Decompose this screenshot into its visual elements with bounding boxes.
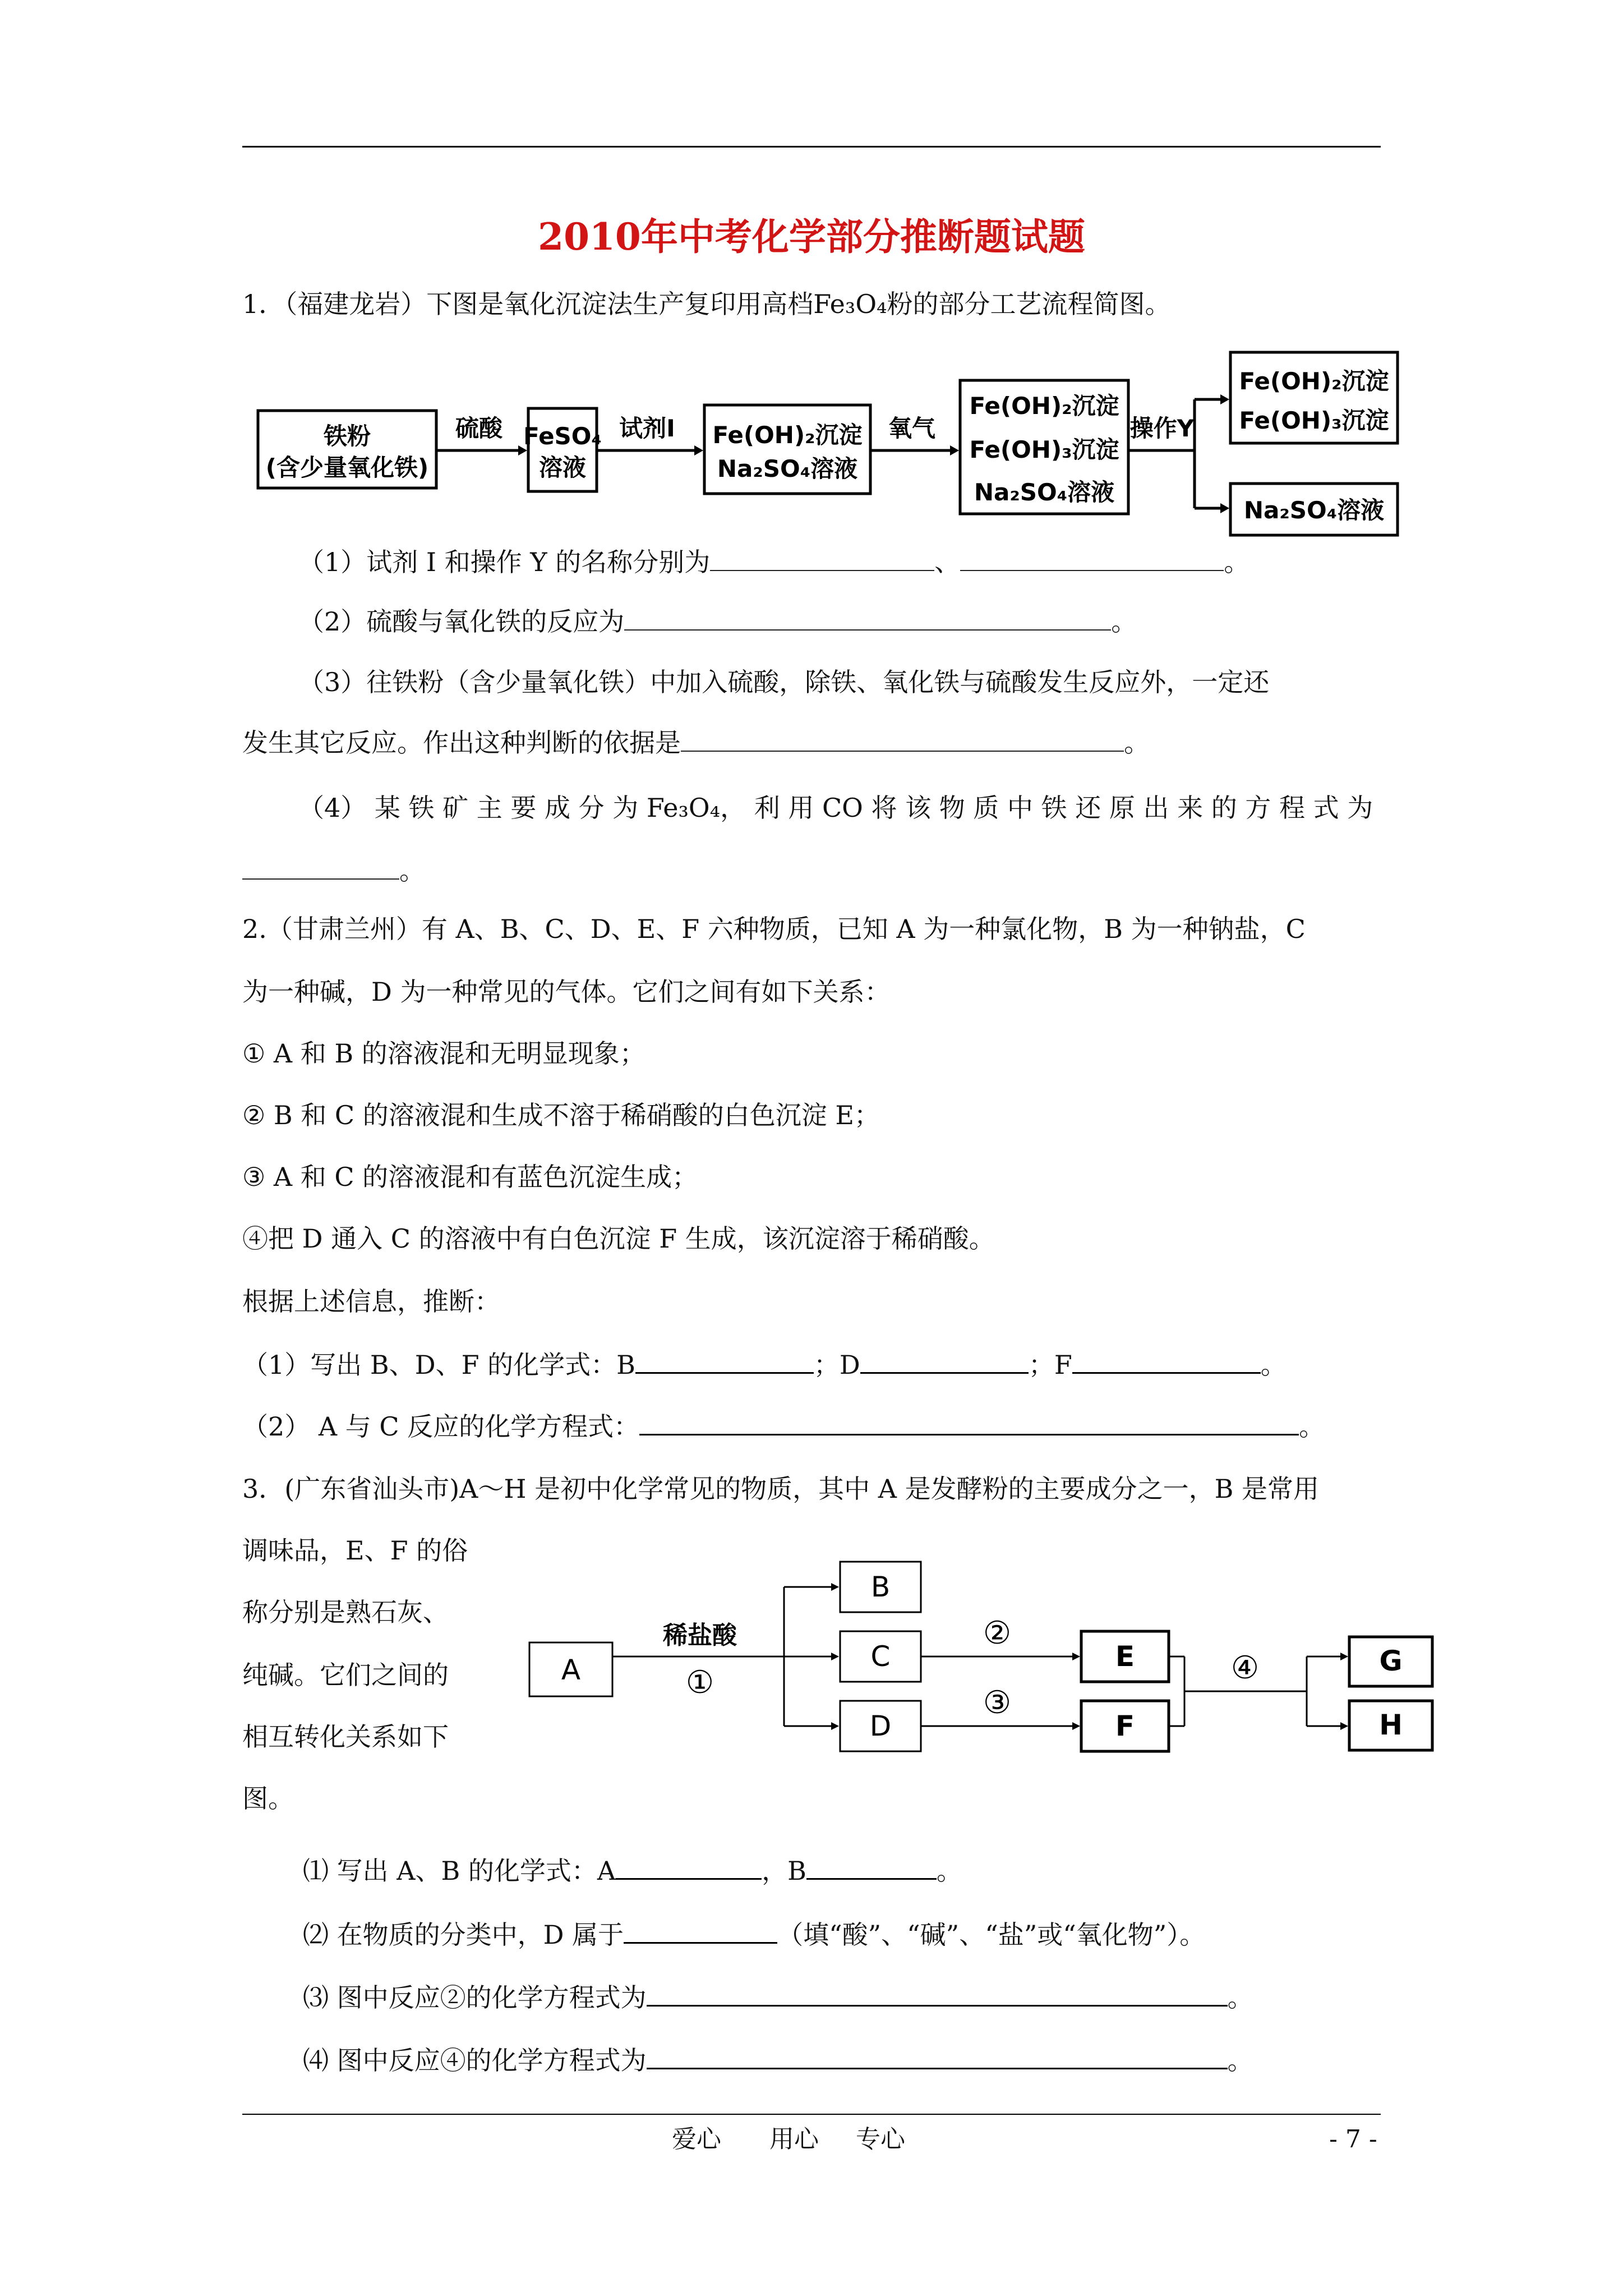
- flow-box2-line2: 溶液: [538, 454, 587, 481]
- footer-motto-2: 用心: [769, 2125, 819, 2154]
- reaction-2-marker: ②: [983, 1615, 1012, 1651]
- q2-condition-4: ④把 D 通入 C 的溶液中有白色沉淀 F 生成，该沉淀溶于稀硝酸。: [242, 1223, 995, 1254]
- footer-motto-1: 爱心: [672, 2125, 721, 2154]
- q3-left-line1: 调味品，E、F 的俗: [242, 1535, 468, 1566]
- reaction-4-marker: ④: [1230, 1650, 1260, 1686]
- q3-sub3: ⑶ 图中反应②的化学方程式为 。: [303, 1979, 1253, 2014]
- q2-sub2: （2） A 与 C 反应的化学方程式： 。: [242, 1408, 1325, 1443]
- node-A-label: A: [561, 1654, 581, 1686]
- page-title: 2010年中考化学部分推断题试题: [538, 215, 1085, 259]
- node-G-label: G: [1379, 1645, 1403, 1677]
- q3-left-line5: 图。: [242, 1783, 294, 1814]
- q1-sub3-line2: 发生其它反应。作出这种判断的依据是 。: [242, 725, 1150, 760]
- q3-sub4: ⑷ 图中反应④的化学方程式为 。: [303, 2042, 1253, 2077]
- q3-conversion-diagram: [522, 1554, 1464, 1756]
- q2-sub1: （1）写出 B、D、F 的化学式：B ；D ；F 。: [242, 1346, 1287, 1382]
- acid-label: 稀盐酸: [663, 1621, 737, 1650]
- q3-answer-blank-a[interactable]: [616, 1852, 762, 1880]
- node-F-label: F: [1115, 1710, 1135, 1742]
- header-rule: [242, 146, 1381, 148]
- q2-answer-blank-d[interactable]: [860, 1346, 1029, 1374]
- flow-box6-label: Na₂SO₄溶液: [1243, 496, 1385, 524]
- footer-motto-3: 专心: [856, 2125, 905, 2154]
- flow-box5-line2: Fe(OH)₃沉淀: [1239, 407, 1389, 434]
- flow-arrow3-label: 氧气: [888, 415, 936, 442]
- q3-left-line4: 相互转化关系如下: [242, 1722, 449, 1752]
- q1-sub3-line1: （3）往铁粉（含少量氧化铁）中加入硫酸，除铁、氧化铁与硫酸发生反应外，一定还: [298, 667, 1270, 697]
- q3-left-line2: 称分别是熟石灰、: [242, 1597, 449, 1627]
- node-H-label: H: [1379, 1709, 1403, 1741]
- q3-sub1: ⑴ 写出 A、B 的化学式：A ，B 。: [303, 1852, 962, 1888]
- reaction-3-marker: ③: [983, 1685, 1012, 1721]
- node-C-label: C: [870, 1640, 891, 1673]
- q3-intro-line1: 3．(广东省汕头市)A～H 是初中化学常见的物质，其中 A 是发酵粉的主要成分之一，B 是常用: [242, 1474, 1320, 1504]
- q1-process-flow-diagram: [247, 348, 1402, 544]
- flow-box4-line1: Fe(OH)₂沉淀: [969, 392, 1119, 420]
- q1-answer-blank-operation[interactable]: [960, 544, 1224, 571]
- q2-condition-2: ② B 和 C 的溶液混和生成不溶于稀硝酸的白色沉淀 E；: [242, 1100, 880, 1130]
- q3-left-line3: 纯碱。它们之间的: [242, 1660, 449, 1690]
- reaction-1-marker: ①: [685, 1664, 714, 1701]
- node-E-label: E: [1115, 1640, 1135, 1673]
- q1-answer-blank-reaction[interactable]: [624, 604, 1111, 631]
- q1-sub4-line2: 。: [242, 853, 425, 887]
- q3-answer-blank-b[interactable]: [806, 1852, 937, 1880]
- q1-sub4-line1: （4） 某 铁 矿 主 要 成 分 为 Fe₃O₄， 利 用 CO 将 该 物 质 中 铁 还 原 出 来 的 方 程 式 为: [298, 793, 1373, 823]
- q3-answer-blank-reaction2[interactable]: [647, 1979, 1228, 2007]
- node-B-label: B: [870, 1571, 891, 1603]
- q2-intro-line1: 2.（甘肃兰州）有 A、B、C、D、E、F 六种物质，已知 A 为一种氯化物，B 为一种钠盐，C: [242, 914, 1306, 944]
- q2-infer-prompt: 根据上述信息，推断：: [242, 1286, 500, 1317]
- q3-answer-blank-reaction4[interactable]: [647, 2042, 1228, 2069]
- q1-sub2: （2）硫酸与氧化铁的反应为 。: [298, 604, 1137, 638]
- q2-intro-line2: 为一种碱，D 为一种常见的气体。它们之间有如下关系：: [242, 977, 891, 1007]
- flow-box2-line1: FeSO₄: [523, 422, 602, 450]
- q1-answer-blank-equation[interactable]: [242, 853, 399, 880]
- flow-box5-line1: Fe(OH)₂沉淀: [1239, 367, 1389, 395]
- flow-arrow4-label: 操作Y: [1129, 415, 1195, 442]
- flow-box3-line1: Fe(OH)₂沉淀: [712, 421, 863, 449]
- flow-box1-line2: (含少量氧化铁): [265, 454, 429, 481]
- flow-arrow1-label: 硫酸: [455, 415, 503, 442]
- page-number: - 7 -: [1329, 2125, 1377, 2154]
- node-D-label: D: [869, 1710, 892, 1742]
- q1-answer-blank-basis[interactable]: [681, 725, 1124, 752]
- flow-box4-line3: Na₂SO₄溶液: [974, 478, 1115, 506]
- q3-answer-blank-d-class[interactable]: [624, 1916, 777, 1944]
- q3-sub2: ⑵ 在物质的分类中，D 属于 （填“酸”、“碱”、“盐”或“氧化物”）。: [303, 1916, 1205, 1952]
- q2-condition-3: ③ A 和 C 的溶液混和有蓝色沉淀生成；: [242, 1162, 698, 1192]
- flow-arrow2-label: 试剂I: [619, 415, 675, 442]
- footer-rule: [242, 2114, 1381, 2115]
- flow-box4-line2: Fe(OH)₃沉淀: [969, 436, 1119, 463]
- q1-sub1: （1）试剂 I 和操作 Y 的名称分别为 、 。: [298, 544, 1249, 579]
- flow-box1-line1: 铁粉: [323, 422, 371, 450]
- q2-answer-blank-b[interactable]: [635, 1346, 814, 1374]
- flow-box3-line2: Na₂SO₄溶液: [717, 455, 858, 482]
- q2-answer-blank-f[interactable]: [1072, 1346, 1261, 1374]
- q2-condition-1: ① A 和 B 的溶液混和无明显现象；: [242, 1038, 645, 1069]
- q1-intro: 1．（福建龙岩）下图是氧化沉淀法生产复印用高档Fe₃O₄粉的部分工艺流程简图。: [242, 289, 1171, 319]
- q2-answer-blank-equation[interactable]: [639, 1408, 1299, 1435]
- q1-answer-blank-reagent[interactable]: [710, 544, 934, 571]
